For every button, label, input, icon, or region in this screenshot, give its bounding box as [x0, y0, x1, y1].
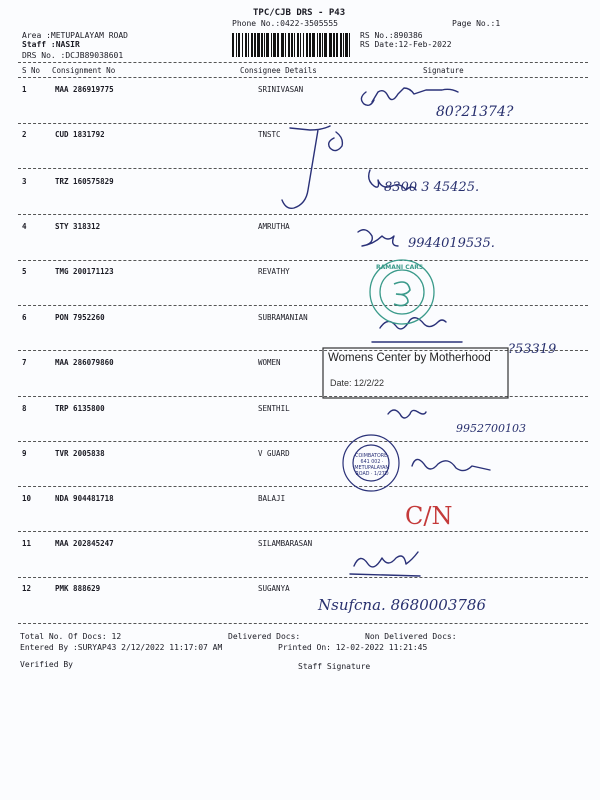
hand-row3-phone: 8300 3 45425.: [384, 180, 480, 195]
row-consignment: STY 318312: [55, 222, 101, 231]
phone-number: Phone No.:0422-3505555: [232, 19, 338, 28]
womens-stamp-date: Date: 12/2/22: [330, 378, 385, 388]
row-consignee: AMRUTHA: [258, 222, 290, 231]
row-consignee: SUBRAMANIAN: [258, 313, 308, 322]
signature-row9: [412, 459, 490, 470]
rs-number: RS No.:890386: [360, 31, 423, 40]
row-sno: 2: [22, 130, 27, 139]
hand-row12-note: Nsufcna. 8680003786: [318, 596, 487, 614]
row-consignee: SILAMBARASAN: [258, 539, 313, 548]
row-sno: 3: [22, 177, 27, 186]
coimbatore-stamp-text: COIMBATORE-641 002 · METUPALAYAM ROAD · 1/27D: [354, 454, 390, 477]
ramani-stamp-text: RAMANI CARS: [376, 264, 424, 271]
printed-on: Printed On: 12-02-2022 11:21:45: [278, 643, 428, 652]
row-consignment: TMG 200171123: [55, 267, 114, 276]
row-consignment: PON 7952260: [55, 313, 105, 322]
row-consignee: SENTHIL: [258, 404, 290, 413]
row-sno: 7: [22, 358, 27, 367]
row-sno: 9: [22, 449, 27, 458]
hand-row6-phone: ?53319: [508, 342, 557, 357]
col-signature: Signature: [423, 66, 464, 75]
hand-row10-note: C/N: [405, 502, 453, 530]
row-sno: 12: [22, 584, 32, 593]
delivered-docs: Delivered Docs:: [228, 632, 301, 641]
row-consignment: PMK 888629: [55, 584, 101, 593]
row-consignment: NDA 904481718: [55, 494, 114, 503]
row-consignment: TRP 6135800: [55, 404, 105, 413]
row-consignee: REVATHY: [258, 267, 290, 276]
row-sno: 8: [22, 404, 27, 413]
row-consignee: WOMEN: [258, 358, 281, 367]
staff-signature: Staff Signature: [298, 662, 371, 671]
drs-number: DRS No. :DCJB89038601: [22, 51, 124, 60]
hand-row8-phone: 9952700103: [456, 422, 526, 435]
signature-row6: [372, 318, 462, 342]
row-consignee: SRINIVASAN: [258, 85, 304, 94]
womens-stamp-title: Womens Center by Motherhood: [328, 352, 491, 364]
row-consignment: TVR 2005838: [55, 449, 105, 458]
report-title: TPC/CJB DRS - P43: [253, 8, 346, 18]
row-consignment: MAA 286919775: [55, 85, 114, 94]
non-delivered-docs: Non Delivered Docs:: [365, 632, 457, 641]
row-consignment: CUD 1831792: [55, 130, 105, 139]
row-consignment: MAA 286079860: [55, 358, 114, 367]
total-docs: Total No. Of Docs: 12: [20, 632, 122, 641]
row-consignment: TRZ 160575829: [55, 177, 114, 186]
verified-by: Verified By: [20, 660, 73, 669]
entered-by: Entered By :SURYAP43 2/12/2022 11:17:07 AM: [20, 643, 223, 652]
col-sno: S No: [22, 66, 41, 75]
signature-row1: [361, 88, 458, 105]
signature-row8: [388, 410, 426, 418]
area-label: Area :METUPALAYAM ROAD: [22, 31, 128, 40]
row-consignee: V GUARD: [258, 449, 290, 458]
staff-value: NASIR: [55, 40, 80, 49]
row-sno: 1: [22, 85, 27, 94]
signature-row4: [358, 230, 398, 246]
row-sno: 4: [22, 222, 27, 231]
staff-label: Staff :: [22, 40, 56, 49]
row-consignee: TNSTC: [258, 130, 281, 139]
row-sno: 10: [22, 494, 32, 503]
row-sno: 6: [22, 313, 27, 322]
row-consignee: SUGANYA: [258, 584, 290, 593]
row-consignee: BALAJI: [258, 494, 286, 503]
hand-row1-phone: 80?21374?: [436, 104, 514, 120]
col-consignment: Consignment No: [52, 66, 116, 75]
signature-row2: [282, 126, 342, 208]
rs-date: RS Date:12-Feb-2022: [360, 40, 452, 49]
row-consignment: MAA 202845247: [55, 539, 114, 548]
col-consignee: Consignee Details: [240, 66, 317, 75]
row-sno: 5: [22, 267, 27, 276]
hand-row4-phone: 9944019535.: [408, 236, 495, 251]
signature-row11: [350, 552, 420, 576]
row-sno: 11: [22, 539, 32, 548]
page-number: Page No.:1: [452, 19, 501, 28]
